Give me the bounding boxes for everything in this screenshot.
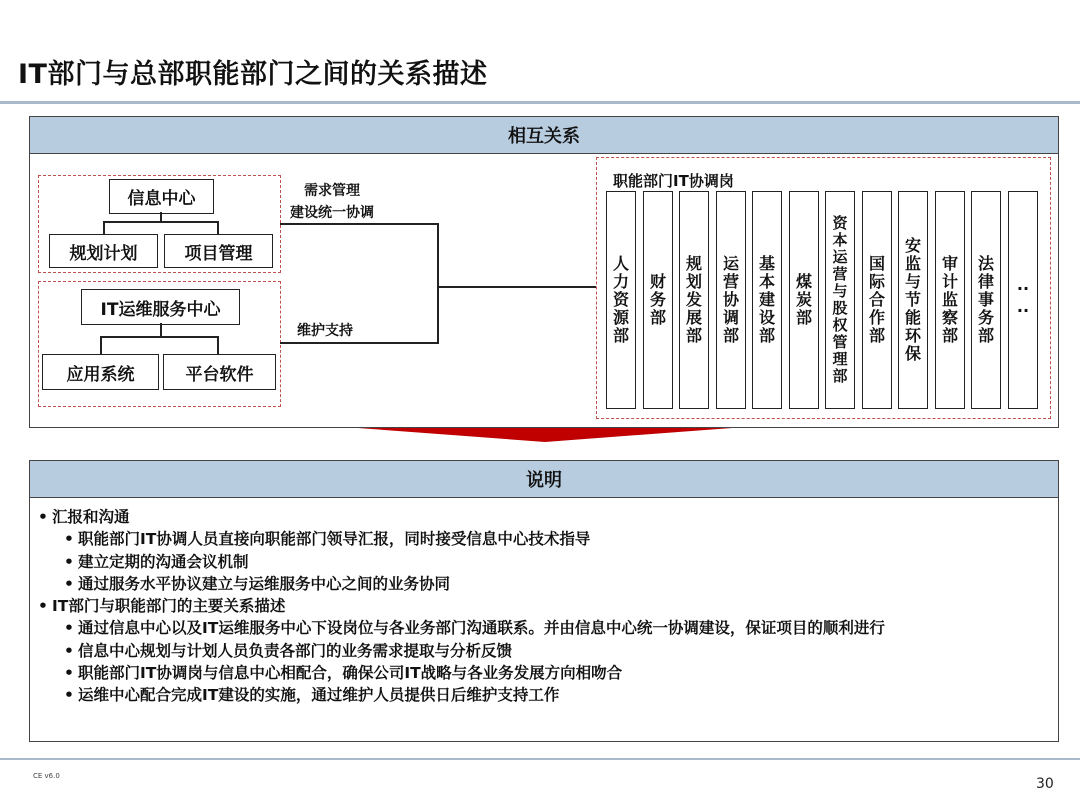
section-heading: • IT部门与职能部门的主要关系描述 bbox=[38, 597, 286, 616]
link-line-to-functional bbox=[437, 286, 596, 288]
app-system-box: 应用系统 bbox=[42, 354, 159, 390]
dept-column: 人力资源部 bbox=[606, 191, 636, 409]
platform-software-box: 平台软件 bbox=[163, 354, 276, 390]
page-number: 30 bbox=[1036, 776, 1054, 792]
list-item: • 运维中心配合完成IT建设的实施，通过维护人员提供日后维护支持工作 bbox=[64, 686, 560, 705]
link-label-maintenance: 维护支持 bbox=[297, 323, 353, 339]
list-item: • 建立定期的沟通会议机制 bbox=[64, 552, 249, 571]
functional-dept-title: 职能部门IT协调岗 bbox=[613, 172, 734, 190]
connector bbox=[103, 221, 105, 234]
project-mgmt-box: 项目管理 bbox=[164, 234, 273, 268]
dept-column: 基本建设部 bbox=[752, 191, 782, 409]
dept-column: 安监与节能环保 bbox=[898, 191, 928, 409]
connector bbox=[100, 336, 102, 354]
section-heading: • 汇报和沟通 bbox=[38, 508, 130, 526]
link-line-vertical bbox=[437, 223, 439, 344]
connector bbox=[100, 336, 218, 338]
link-line-upper bbox=[280, 223, 438, 225]
dept-column: 规划发展部 bbox=[679, 191, 709, 409]
title-divider bbox=[0, 101, 1080, 104]
list-item: • 通过服务水平协议建立与运维服务中心之间的业务协同 bbox=[64, 574, 451, 593]
dept-column-more: ···· bbox=[1008, 191, 1038, 409]
dept-column: 资本运营与股权管理部 bbox=[825, 191, 855, 409]
planning-box: 规划计划 bbox=[49, 234, 158, 268]
down-arrow-icon bbox=[358, 428, 732, 442]
list-item: • 通过信息中心以及IT运维服务中心下设岗位与各业务部门沟通联系。并由信息中心统一协调建设，保证项目的顺利进行 bbox=[64, 619, 885, 638]
description-list bbox=[38, 506, 885, 707]
dept-column: 煤炭部 bbox=[789, 191, 819, 409]
dept-column: 国际合作部 bbox=[862, 191, 892, 409]
ops-center-box: IT运维服务中心 bbox=[81, 289, 240, 325]
link-label-coordination: 建设统一协调 bbox=[290, 205, 374, 221]
dept-column: 审计监察部 bbox=[935, 191, 965, 409]
connector bbox=[217, 336, 219, 354]
list-item: • 职能部门IT协调岗与信息中心相配合，确保公司IT战略与各业务发展方向相吻合 bbox=[64, 664, 623, 683]
connector bbox=[160, 323, 162, 337]
footer-divider bbox=[0, 758, 1080, 760]
version-label: CE v6.0 bbox=[33, 772, 60, 780]
dept-column: 法律事务部 bbox=[971, 191, 1001, 409]
list-item: • 信息中心规划与计划人员负责各部门的业务需求提取与分析反馈 bbox=[64, 641, 513, 660]
link-line-lower bbox=[280, 342, 438, 344]
dept-column: 财务部 bbox=[643, 191, 673, 409]
connector bbox=[217, 221, 219, 234]
info-center-box: 信息中心 bbox=[109, 179, 214, 214]
description-panel-header: 说明 bbox=[30, 461, 1058, 498]
list-item: • 职能部门IT协调人员直接向职能部门领导汇报，同时接受信息中心技术指导 bbox=[64, 530, 591, 549]
page-title: IT部门与总部职能部门之间的关系描述 bbox=[18, 59, 488, 90]
dept-column: 运营协调部 bbox=[716, 191, 746, 409]
relationship-panel-header: 相互关系 bbox=[30, 117, 1058, 154]
link-label-demand: 需求管理 bbox=[304, 183, 360, 199]
connector bbox=[103, 221, 218, 223]
